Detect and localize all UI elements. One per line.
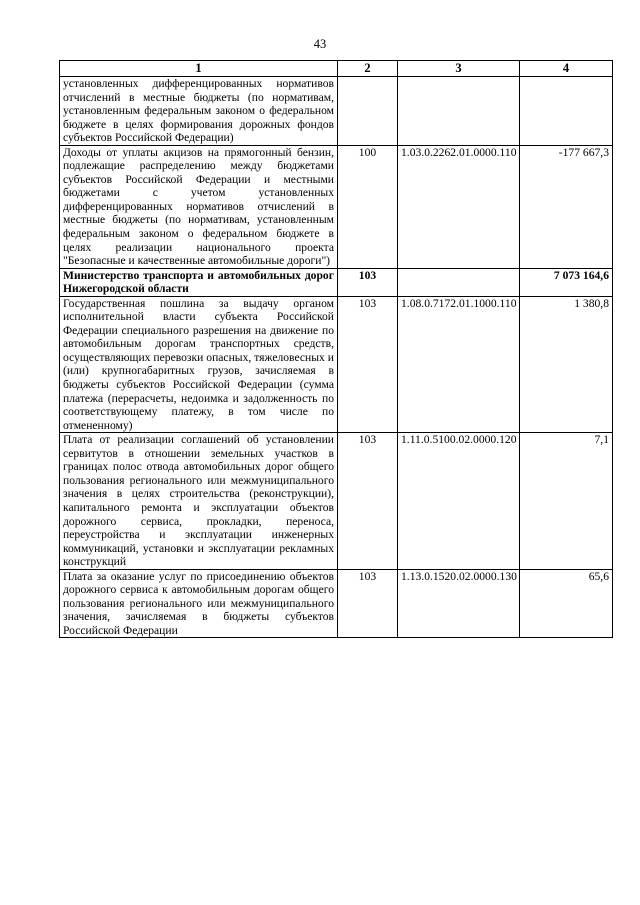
admin-code-cell <box>338 77 398 146</box>
column-header: 2 <box>338 61 398 77</box>
admin-code-cell: 103 <box>338 296 398 432</box>
admin-code-cell: 103 <box>338 433 398 569</box>
table-row <box>60 77 613 146</box>
amount-cell: 1 380,8 <box>520 296 613 432</box>
page-number: 43 <box>313 37 327 51</box>
budget-code-cell <box>398 268 520 296</box>
column-header: 4 <box>520 61 613 77</box>
revenue-name-cell: Плата за оказание услуг по присоединению объектов дорожного сервиса к автомобильным дорогам общего пользования регионального или межмуниципального значения, зачисляемая в бюджеты субъектов Российской Федерации <box>60 569 338 638</box>
revenue-name-cell: Государственная пошлина за выдачу органом исполнительной власти субъекта Российской Федерации специального разрешения на движение по автомобильным дорогам транспортных средств, осуществляющих перевозки опасных, тяжеловесных и (или) крупногабаритных грузов, зачисляемая в бюджеты субъектов Российской Федерации (сумма платежа (перерасчеты, недоимка и задолженность по соответствующему платежу, в том числе по отмененному) <box>60 296 338 432</box>
section-name-cell: Министерство транспорта и автомобильных дорог Нижегородской области <box>60 268 338 296</box>
admin-code-cell: 103 <box>338 569 398 638</box>
amount-cell: -177 667,3 <box>520 145 613 268</box>
revenue-name-cell: установленных дифференцированных нормативов отчислений в местные бюджеты (по нормативам, установленным федеральным законом о федеральном бюджете в целях формирования дорожных фондов субъектов Российской Федерации) <box>60 77 338 146</box>
admin-code-cell: 103 <box>338 268 398 296</box>
column-header: 1 <box>60 61 338 77</box>
table-row-section <box>60 268 613 296</box>
budget-code-cell: 1.08.0.7172.01.1000.110 <box>398 296 520 432</box>
column-header: 3 <box>398 61 520 77</box>
table-header-row <box>60 61 613 77</box>
amount-cell: 65,6 <box>520 569 613 638</box>
budget-code-cell: 1.13.0.1520.02.0000.130 <box>398 569 520 638</box>
admin-code-cell: 100 <box>338 145 398 268</box>
revenue-name-cell: Доходы от уплаты акцизов на прямогонный бензин, подлежащие распределению между бюджетами субъектов Российской Федерации и местными бюджетами с учетом установленных дифференцированных нормативов отчислений в местные бюджеты (по нормативам, установленным федеральным законом о федеральном бюджете в целях реализации национального проекта "Безопасные и качественные автомобильные дороги") <box>60 145 338 268</box>
budget-revenue-table <box>59 60 613 638</box>
amount-cell: 7,1 <box>520 433 613 569</box>
amount-cell: 7 073 164,6 <box>520 268 613 296</box>
table-row <box>60 569 613 638</box>
budget-code-cell: 1.03.0.2262.01.0000.110 <box>398 145 520 268</box>
budget-code-cell: 1.11.0.5100.02.0000.120 <box>398 433 520 569</box>
revenue-name-cell: Плата от реализации соглашений об установлении сервитутов в отношении земельных участков в границах полос отвода автомобильных дорог общего пользования регионального или межмуниципального значения в целях строительства (реконструкции), капитального ремонта и эксплуатации объектов дорожного сервиса, прокладки, переноса, переустройства и эксплуатации инженерных коммуникаций, установки и эксплуатации рекламных конструкций <box>60 433 338 569</box>
table-row <box>60 145 613 268</box>
table-row <box>60 296 613 432</box>
table-row <box>60 433 613 569</box>
budget-code-cell <box>398 77 520 146</box>
amount-cell <box>520 77 613 146</box>
